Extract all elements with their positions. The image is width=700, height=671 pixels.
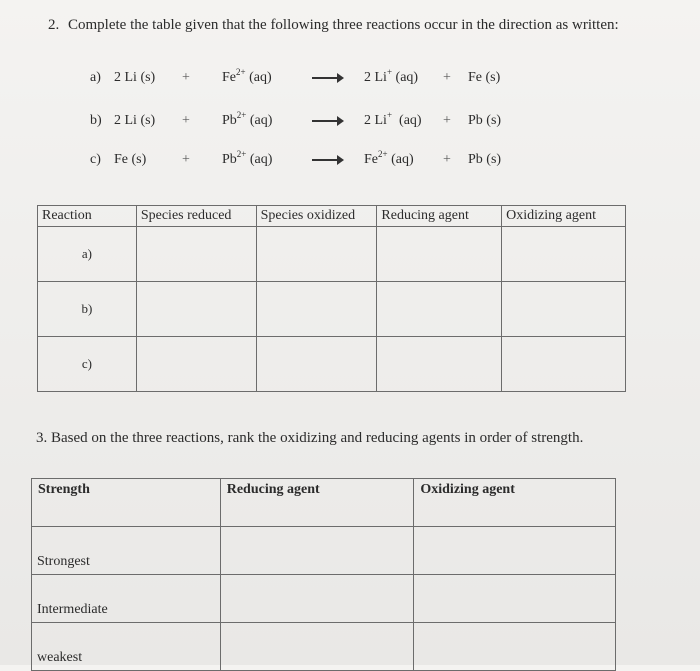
reactant-1: 2 Li (s) [114,113,156,128]
product-1: 2 Li+ (aq) [364,67,419,85]
redox-table [37,205,626,392]
header-oxidizing-agent: Oxidizing agent [502,206,626,227]
plus-sign: + [182,113,190,128]
table-row [38,337,626,392]
answer-cell[interactable] [220,527,414,575]
question-2 [50,16,650,35]
reaction-c [90,149,650,174]
answer-cell[interactable] [256,337,377,392]
header-oxidizing-agent: Oxidizing agent [414,479,616,527]
answer-cell[interactable] [502,227,626,282]
answer-cell[interactable] [502,337,626,392]
reaction-b [90,110,650,135]
reaction-label: b) [90,113,102,128]
answer-cell[interactable] [256,227,377,282]
row-label: b) [38,282,137,337]
product-2: Fe (s) [468,70,501,85]
table-row [32,527,616,575]
answer-cell[interactable] [377,337,502,392]
table-row [38,227,626,282]
reactant-2: $Pb^{2+}$ (aq) [222,149,273,167]
answer-cell[interactable] [414,575,616,623]
answer-cell[interactable] [377,227,502,282]
table-row [32,575,616,623]
reaction-a [90,67,650,92]
question-3-text: 3. Based on the three reactions, rank the oxidizing and reducing agents in order of strength. [36,430,584,446]
reactant-1: 2 Li (s) [114,70,156,85]
answer-cell[interactable] [220,623,414,671]
row-label: Strongest [32,527,221,575]
question-2-text: Complete the table given that the following three reactions occur in the direction as written: [68,17,619,33]
reactant-2: $Pb^{2+}$ (aq) [222,110,273,128]
header-species-reduced: Species reduced [136,206,256,227]
product-1: 2 Li+ (aq) [364,110,422,128]
plus-sign: + [443,152,451,167]
answer-cell[interactable] [136,282,256,337]
answer-cell[interactable] [256,282,377,337]
plus-sign: + [443,113,451,128]
row-label: c) [38,337,137,392]
answer-cell[interactable] [136,227,256,282]
header-reducing-agent: Reducing agent [377,206,502,227]
header-reducing-agent: Reducing agent [220,479,414,527]
reaction-label: a) [90,70,101,85]
strength-ranking-table [31,478,616,671]
row-label: a) [38,227,137,282]
reactant-2: $Fe^{2+}$ (aq) [222,67,272,85]
reactant-1: Fe (s) [114,152,147,167]
answer-cell[interactable] [414,527,616,575]
product-2: Pb (s) [468,113,502,128]
question-2-number: 2. [48,17,60,33]
answer-cell[interactable] [220,575,414,623]
reaction-arrow [312,77,342,79]
answer-cell[interactable] [136,337,256,392]
answer-cell[interactable] [414,623,616,671]
header-strength: Strength [32,479,221,527]
table-row [38,282,626,337]
table-header-row [32,479,616,527]
row-label: weakest [32,623,221,671]
answer-cell[interactable] [502,282,626,337]
product-1: $Fe^{2+}$ (aq) [364,149,414,167]
header-reaction: Reaction [38,206,137,227]
plus-sign: + [443,70,451,85]
reaction-arrow [312,120,342,122]
reaction-arrow [312,159,342,161]
plus-sign: + [182,70,190,85]
row-label: Intermediate [32,575,221,623]
table-row [32,623,616,671]
answer-cell[interactable] [377,282,502,337]
reaction-label: c) [90,152,101,167]
table-header-row [38,206,626,227]
header-species-oxidized: Species oxidized [256,206,377,227]
product-2: Pb (s) [468,152,502,167]
plus-sign: + [182,152,190,167]
